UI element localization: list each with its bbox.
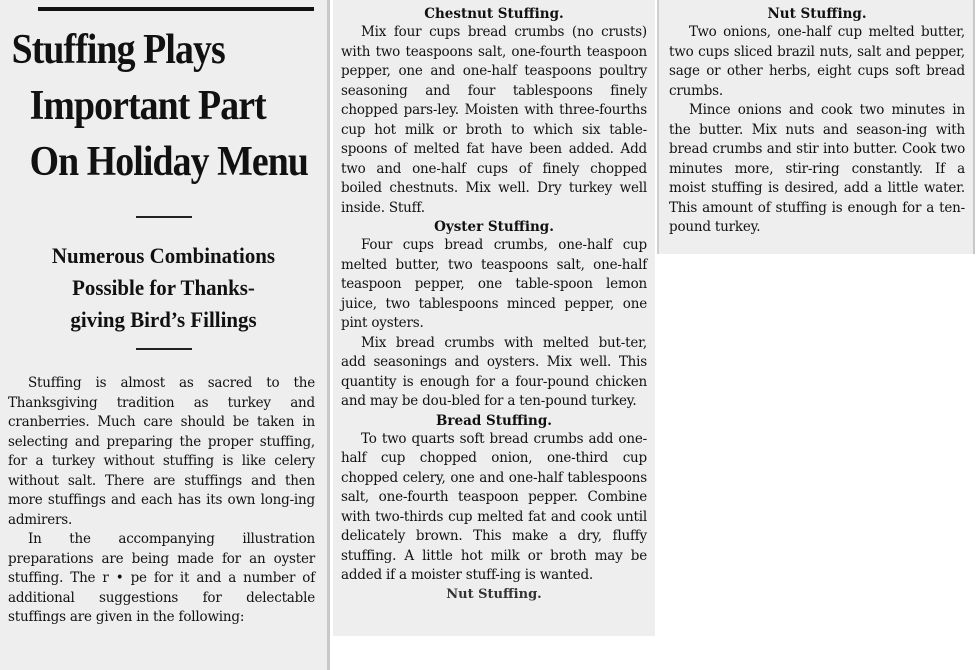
divider-rule bbox=[136, 348, 192, 350]
top-rule bbox=[38, 7, 314, 11]
recipe-title-oyster: Oyster Stuffing. bbox=[434, 219, 554, 235]
column-recipes-1 bbox=[333, 0, 655, 636]
recipe-title-nut: Nut Stuffing. bbox=[767, 6, 867, 22]
intro-text bbox=[8, 374, 319, 628]
divider-rule bbox=[136, 216, 192, 218]
headline-line-2: Important Part bbox=[29, 83, 266, 129]
headline-line-3: On Holiday Menu bbox=[29, 139, 309, 185]
intro-paragraph-1: Stuffing is almost as sacred to the Thanksgiving tradition as turkey and cranberries. Much care should be taken in selecting and preparing the proper stuffing, for a turkey without stuffing is like celery without salt. There are stuffings and then more stuffings and each has its own long-ing admirers. bbox=[8, 375, 315, 528]
intro-paragraph-2: In the accompanying illustration preparations are being made for an oyster stuffing. The r • pe for it and a number of additional suggestions for delectable stuffings are given in the following: bbox=[8, 531, 315, 625]
deck-line-2: Possible for Thanks- bbox=[72, 275, 255, 300]
recipe-paragraph: Two onions, one-half cup melted butter, two cups sliced brazil nuts, salt and pepper, sage or other herbs, eight cups soft bread crumbs. bbox=[669, 24, 965, 99]
recipe-title-chestnut: Chestnut Stuffing. bbox=[424, 6, 564, 22]
headline-line-1: Stuffing Plays bbox=[11, 27, 225, 73]
recipe-paragraph: Mix four cups bread crumbs (no crusts) with two teaspoons salt, one-fourth teaspoon pepper, one and one-half teaspoons poultry seasoning and four tablespoons finely chopped pars-ley. Moisten with three-fourths cup hot milk or broth to which six table-spoons of melted fat have been added. Add two and one-half cups of finely chopped boiled chestnuts. Mix well. Dry turkey well inside. Stuff. bbox=[341, 24, 647, 216]
recipe-paragraph: Four cups bread crumbs, one-half cup melted butter, two teaspoons salt, one-half teaspoon pepper, one table-spoon lemon juice, two tablespoons minced pepper, one pint oysters. bbox=[341, 237, 647, 331]
recipe-paragraph: To two quarts soft bread crumbs add one-half cup chopped onion, one-third cup chopped celery, one and one-half tablespoons salt, one-fourth teaspoon pepper. Combine with two-thirds cup melted fat and cook until delicately brown. This make a dry, fluffy stuffing. A little hot milk or broth may be added if a moister stuff-ing is wanted. bbox=[341, 430, 647, 583]
recipe-paragraph: Mix bread crumbs with melted but-ter, add seasonings and oysters. Mix well. This quantity is enough for a four-pound chicken and may be dou-bled for a ten-pound turkey. bbox=[341, 334, 647, 409]
deck-line-1: Numerous Combinations bbox=[51, 243, 276, 268]
column-headline bbox=[0, 0, 330, 670]
deck-line-3: giving Bird’s Fillings bbox=[70, 307, 257, 332]
recipe-title-bread: Bread Stuffing. bbox=[436, 412, 552, 429]
cut-off-heading: Nut Stuffing. bbox=[446, 586, 542, 602]
column-recipes-2 bbox=[657, 0, 975, 254]
recipe-paragraph: Mince onions and cook two minutes in the butter. Mix nuts and season-ing with bread crumbs and stir into butter. Cook two minutes more, stir-ring constantly. If a moist stuffing is desired, add a little water. This amount of stuffing is enough for a ten-pound turkey. bbox=[669, 102, 965, 235]
headline bbox=[8, 22, 319, 190]
deck-headline bbox=[16, 240, 311, 336]
